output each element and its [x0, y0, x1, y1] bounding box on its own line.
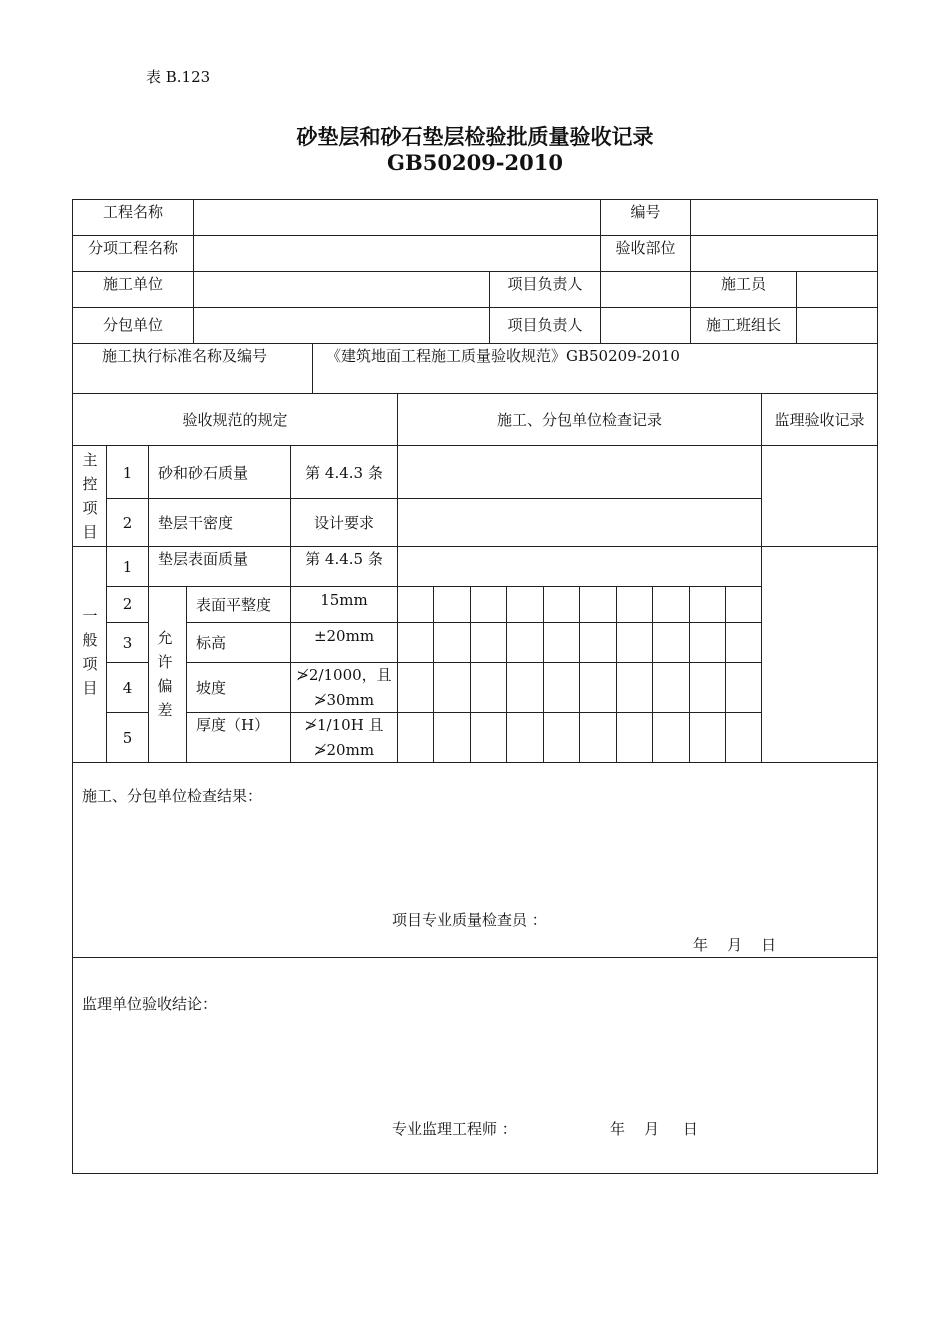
number-field[interactable] [691, 200, 877, 235]
supervision-engineer-label: 专业监理工程师 ： [392, 1120, 517, 1138]
tol-item-5-req-line2: ≯20mm [313, 741, 375, 759]
project-name-field[interactable] [194, 200, 599, 235]
project-leader-label: 项目负责人 [507, 275, 583, 293]
general-item-1-record[interactable] [398, 547, 761, 586]
constructor-field[interactable] [797, 272, 877, 307]
supervision-conclusion-date: 年 月 日 [610, 1120, 698, 1138]
tol-item-4-no: 4 [122, 679, 133, 697]
main-item-1-req: 第 4.4.3 条 [305, 464, 383, 482]
constructor-label: 施工员 [720, 275, 766, 293]
acceptance-part-field[interactable] [691, 236, 877, 271]
quality-inspector-label: 项目专业质量检查员 ： [392, 911, 547, 929]
main-item-2-no: 2 [122, 514, 133, 532]
project-name-label: 工程名称 [102, 203, 163, 221]
project-leader2-label: 项目负责人 [507, 316, 583, 334]
supervision-record-column-header: 监理验收记录 [774, 411, 865, 429]
team-leader-label: 施工班组长 [705, 316, 781, 334]
tol-item-2-req: 15mm [320, 591, 368, 609]
tol-item-5-req-line1: ≯1/10H 且 [304, 716, 384, 734]
general-items-label: 一般项目 [82, 607, 98, 697]
table-number: 表 B.123 [146, 68, 211, 86]
main-control-label: 主控项目 [82, 451, 98, 541]
tol-item-3-no: 3 [122, 634, 133, 652]
subcontract-unit-field[interactable] [194, 308, 488, 343]
supervision-conclusion-field[interactable] [73, 1018, 877, 1113]
number-label: 编号 [630, 203, 661, 221]
construction-result-label: 施工、分包单位检查结果： [82, 787, 263, 805]
main-item-2-name: 垫层干密度 [158, 514, 234, 532]
acceptance-part-label: 验收部位 [615, 239, 676, 257]
main-item-1-name: 砂和砂石质量 [158, 464, 249, 482]
general-item-1-req: 第 4.4.5 条 [305, 550, 383, 568]
tol-item-4-name: 坡度 [196, 679, 227, 697]
spec-column-header: 验收规范的规定 [182, 411, 288, 429]
construction-unit-label: 施工单位 [102, 275, 163, 293]
subcontract-unit-label: 分包单位 [102, 316, 163, 334]
standard-value: 《建筑地面工程施工质量验收规范》GB50209-2010 [326, 347, 680, 365]
construction-result-field[interactable] [73, 810, 877, 905]
supervision-conclusion-label: 监理单位验收结论： [82, 995, 218, 1013]
team-leader-field[interactable] [797, 308, 877, 343]
tol-item-2-no: 2 [122, 595, 133, 613]
tol-item-5-no: 5 [122, 729, 133, 747]
supervision-record-cell[interactable] [762, 446, 877, 762]
tol-item-4-req-line2: ≯30mm [313, 691, 375, 709]
standard-label: 施工执行标准名称及编号 [102, 347, 268, 365]
page-title: 砂垫层和砂石垫层检验批质量验收记录 [296, 124, 654, 149]
tol-item-5-name: 厚度（H） [196, 716, 270, 734]
general-item-1-no: 1 [122, 558, 133, 576]
project-leader2-field[interactable] [601, 308, 690, 343]
construction-result-date: 年 月 日 [693, 936, 777, 954]
main-item-2-record[interactable] [398, 499, 761, 546]
check-record-column-header: 施工、分包单位检查记录 [496, 411, 662, 429]
tol-item-3-name: 标高 [196, 634, 227, 652]
general-item-1-name: 垫层表面质量 [158, 550, 249, 568]
tol-item-3-req: ±20mm [313, 627, 375, 645]
page-subtitle: GB50209-2010 [387, 150, 563, 175]
main-item-2-req: 设计要求 [313, 514, 374, 532]
tol-item-4-req-line1: ≯2/1000，且 [296, 666, 392, 684]
tolerance-label: 允许偏差 [157, 629, 173, 719]
tol-item-2-name: 表面平整度 [196, 596, 272, 614]
main-item-1-record[interactable] [398, 446, 761, 498]
main-item-1-no: 1 [122, 464, 133, 482]
sub-project-label: 分项工程名称 [87, 239, 178, 257]
project-leader-field[interactable] [601, 272, 690, 307]
sub-project-field[interactable] [194, 236, 599, 271]
construction-unit-field[interactable] [194, 272, 488, 307]
